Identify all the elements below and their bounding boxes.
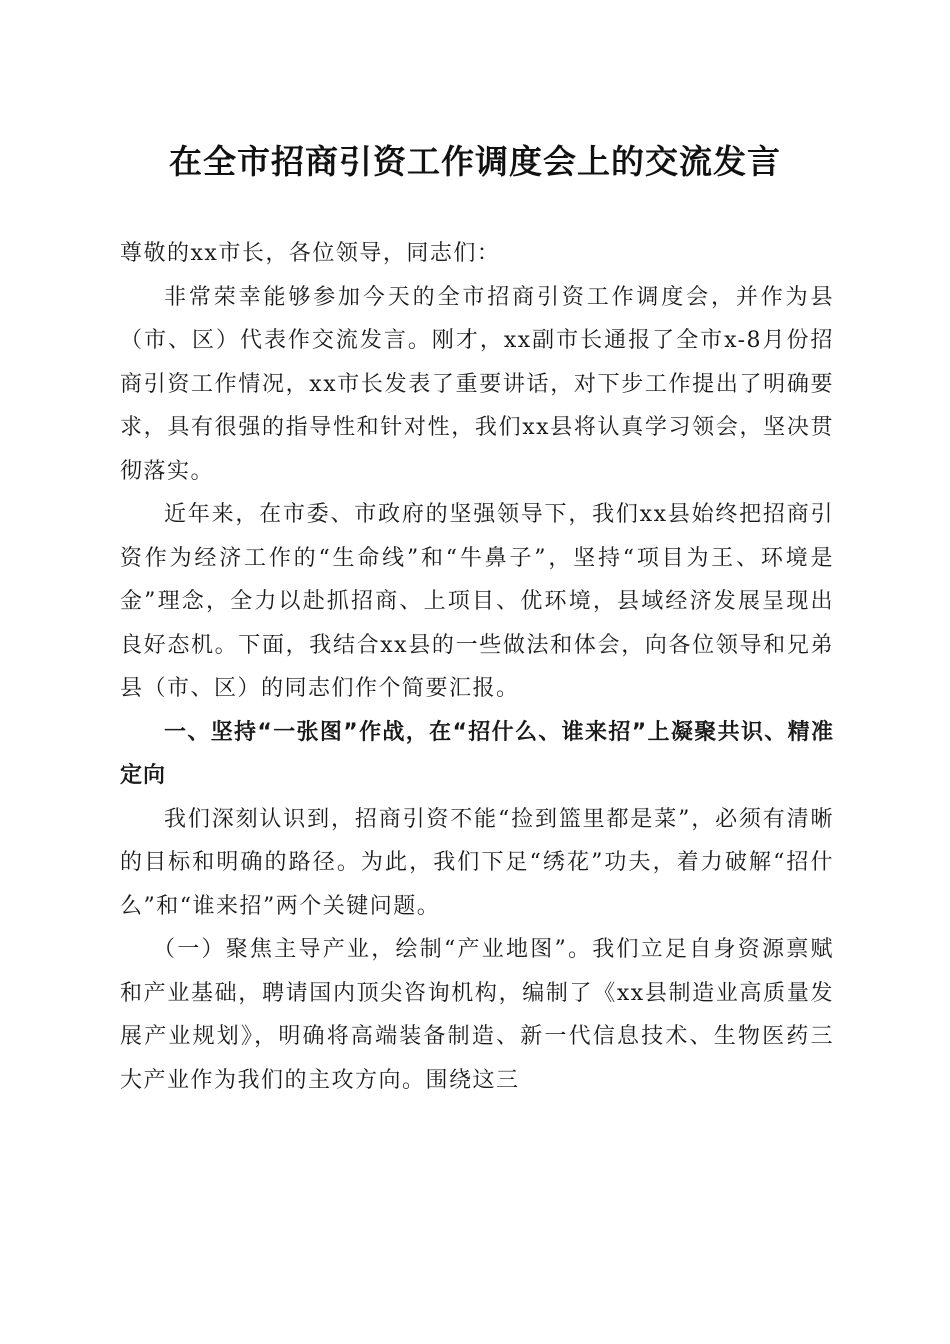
document-body	[120, 232, 834, 1102]
subsection-1-paragraph: （一）聚焦主导产业，绘制“产业地图”。我们立足自身资源禀赋和产业基础，聘请国内顶尖咨询机构，编制了《xx县制造业高质量发展产业规划》，明确将高端装备制造、新一代信息技术、生物医药三大产业作为我们的主攻方向。围绕这三	[120, 937, 834, 1093]
paragraph-background: 近年来，在市委、市政府的坚强领导下，我们xx县始终把招商引资作为经济工作的“生命线”和“牛鼻子”，坚持“项目为王、环境是金”理念，全力以赴抓招商、上项目、优环境，县域经济发展呈现出良好态机。下面，我结合xx县的一些做法和体会，向各位领导和兄弟县（市、区）的同志们作个简要汇报。	[120, 502, 834, 701]
paragraph-intro: 非常荣幸能够参加今天的全市招商引资工作调度会，并作为县（市、区）代表作交流发言。刚才，xx副市长通报了全市x-8月份招商引资工作情况，xx市长发表了重要讲话，对下步工作提出了明确要求，具有很强的指导性和针对性，我们xx县将认真学习领会，坚决贯彻落实。	[120, 284, 834, 484]
document-title: 在全市招商引资工作调度会上的交流发言	[169, 142, 781, 181]
section-heading-1: 一、坚持“一张图”作战，在“招什么、谁来招”上凝聚共识、精准定向	[120, 719, 834, 788]
salutation: 尊敬的xx市长，各位领导，同志们：	[120, 241, 501, 266]
section-1-paragraph: 我们深刻认识到，招商引资不能“捡到篮里都是菜”，必须有清晰的目标和明确的路径。为此，我们下足“绣花”功夫，着力破解“招什么”和“谁来招”两个关键问题。	[120, 806, 834, 919]
